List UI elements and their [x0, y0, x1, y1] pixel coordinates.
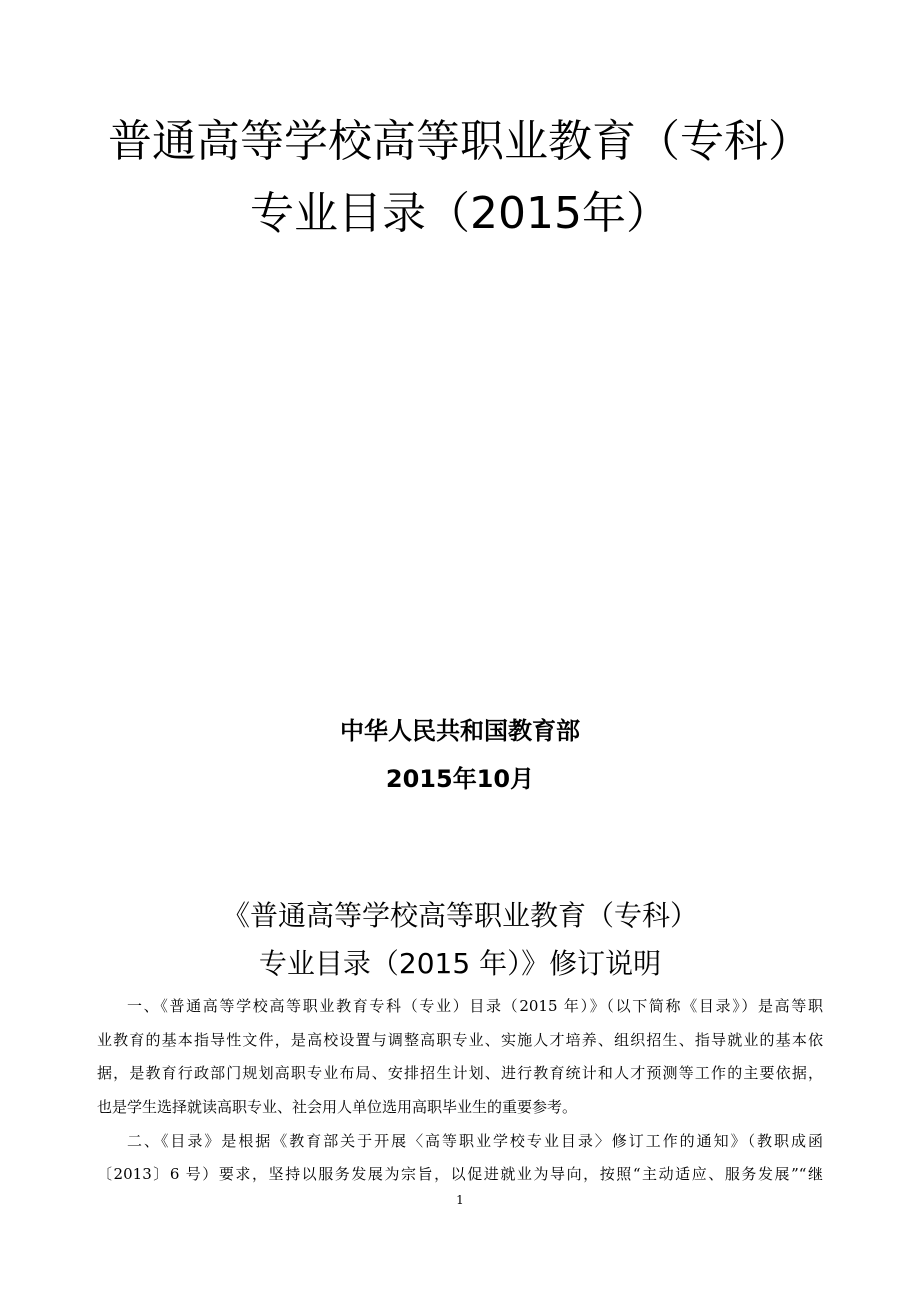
page-number: 1	[456, 1193, 464, 1207]
document-title-line-2: 专业目录（2015年）	[250, 188, 670, 239]
paragraph-line: 二、《目录》是根据《教育部关于开展〈高等职业学校专业目录〉修订工作的通知》（教职成函	[127, 1131, 823, 1150]
issue-date: 2015年10月	[385, 765, 535, 793]
paragraph-line: 一、《普通高等学校高等职业教育专科（专业）目录（2015 年）》（以下简称《目录》）是高等职	[127, 997, 823, 1015]
paragraph-line: 〔2013〕6 号）要求，坚持以服务发展为宗旨，以促进就业为导向，按照“主动适应、服务发展”“继	[97, 1165, 823, 1184]
section-title-line-2: 专业目录（2015 年）》修订说明	[258, 947, 662, 980]
issuer-name: 中华人民共和国教育部	[340, 717, 580, 745]
paragraph-2	[97, 1125, 823, 1192]
paragraph-line: 也是学生选择就读高职专业、社会用人单位选用高职毕业生的重要参考。	[97, 1098, 578, 1117]
section-title-line-1: 《普通高等学校高等职业教育（专科）	[221, 899, 698, 932]
paragraph-line: 据，是教育行政部门规划高职专业布局、安排招生计划、进行教育统计和人才预测等工作的主要依据，	[97, 1064, 823, 1083]
paragraph-1	[97, 990, 823, 1125]
document-title-line-1: 普通高等学校高等职业教育（专科）	[108, 116, 812, 167]
body-text	[97, 990, 823, 1192]
paragraph-line: 业教育的基本指导性文件，是高校设置与调整高职专业、实施人才培养、组织招生、指导就业的基本依	[97, 1030, 823, 1049]
